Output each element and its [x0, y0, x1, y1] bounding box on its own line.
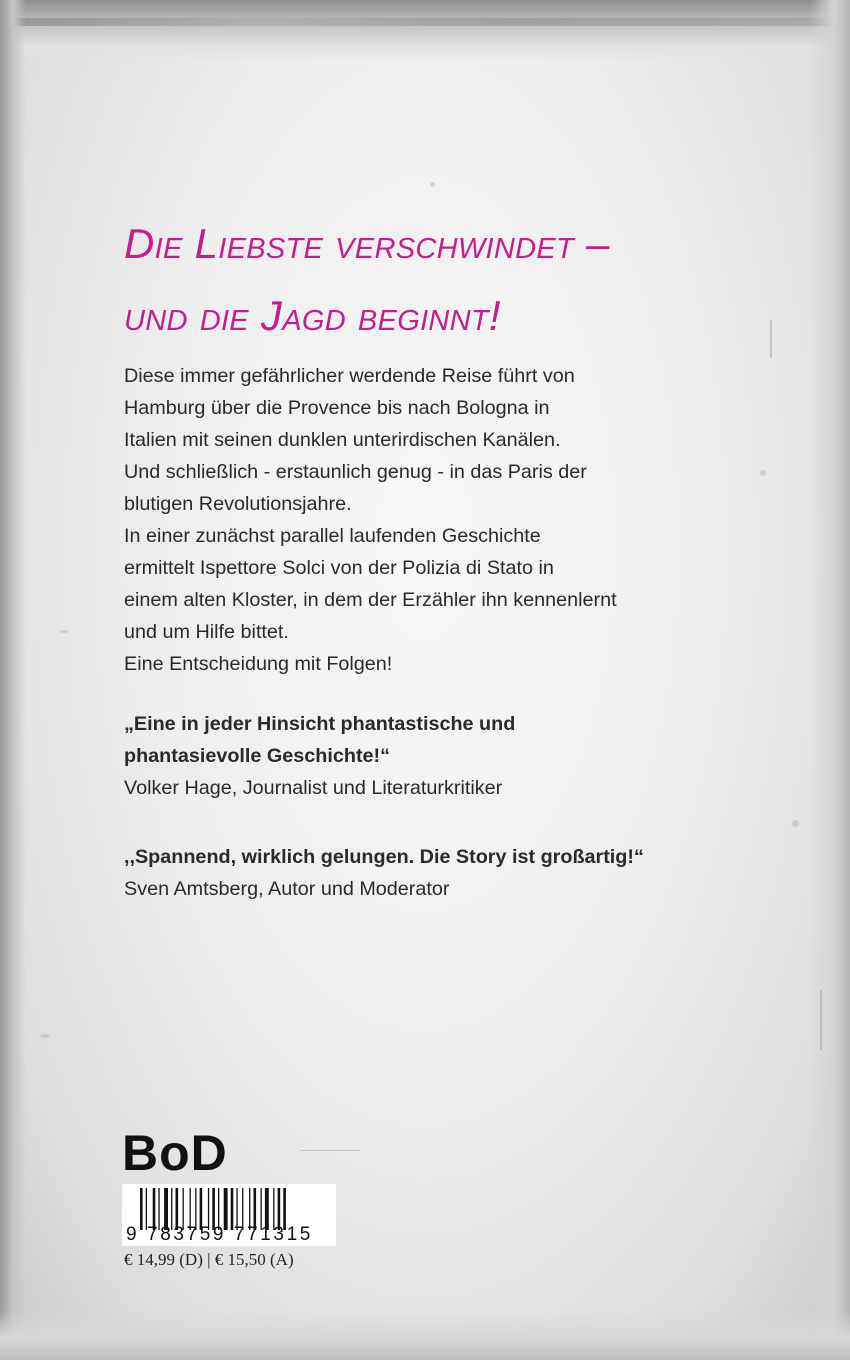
blurb-text	[124, 360, 764, 680]
texture-scratch	[770, 320, 772, 358]
headline-line-1: Die Liebste verschwindet –	[124, 220, 610, 267]
blurb-line: einem alten Kloster, in dem der Erzähler ihn kennenlernt	[124, 589, 617, 611]
review-quote-text: phantasievolle Geschichte!“	[124, 745, 391, 767]
blurb-line: blutigen Revolutionsjahre.	[124, 493, 352, 515]
worn-top-edge	[0, 0, 850, 62]
blurb-line: In einer zunächst parallel laufenden Geschichte	[124, 525, 541, 547]
worn-bottom-edge	[0, 1310, 850, 1360]
worn-top-strip	[8, 18, 842, 26]
worn-left-edge	[0, 0, 26, 1360]
review-author: Volker Hage, Journalist und Literaturkritiker	[124, 777, 503, 799]
price-label: € 14,99 (D) | € 15,50 (A)	[124, 1250, 294, 1269]
blurb-line: Hamburg über die Provence bis nach Bologna in	[124, 397, 550, 419]
blurb-line: ermittelt Ispettore Solci von der Polizia di Stato in	[124, 557, 554, 579]
review-quote-1	[124, 708, 784, 804]
review-author: Sven Amtsberg, Autor und Moderator	[124, 878, 450, 900]
texture-stain	[40, 1034, 50, 1038]
publisher-logo: BoD	[122, 1125, 228, 1181]
barcode-digits: 9 783759 771315	[126, 1224, 313, 1245]
review-quote-text: „Eine in jeder Hinsicht phantastische und	[124, 713, 516, 735]
headline	[124, 208, 764, 352]
blurb-line: Diese immer gefährlicher werdende Reise führt von	[124, 365, 575, 387]
texture-scratch	[820, 990, 822, 1050]
texture-scratch	[300, 1150, 360, 1151]
worn-right-edge	[810, 0, 850, 1360]
headline-line-2: und die Jagd beginnt!	[124, 292, 501, 339]
review-quote-2	[124, 841, 784, 905]
blurb-line: Eine Entscheidung mit Folgen!	[124, 653, 393, 675]
texture-stain	[60, 630, 68, 633]
isbn-barcode	[122, 1184, 336, 1246]
blurb-line: Und schließlich - erstaunlich genug - in das Paris der	[124, 461, 587, 483]
texture-stain	[792, 820, 799, 827]
blurb-line: und um Hilfe bittet.	[124, 621, 289, 643]
texture-stain	[430, 182, 435, 187]
blurb-line: Italien mit seinen dunklen unterirdischen Kanälen.	[124, 429, 561, 451]
review-quote-text: ,,Spannend, wirklich gelungen. Die Story ist großartig!“	[124, 846, 644, 868]
